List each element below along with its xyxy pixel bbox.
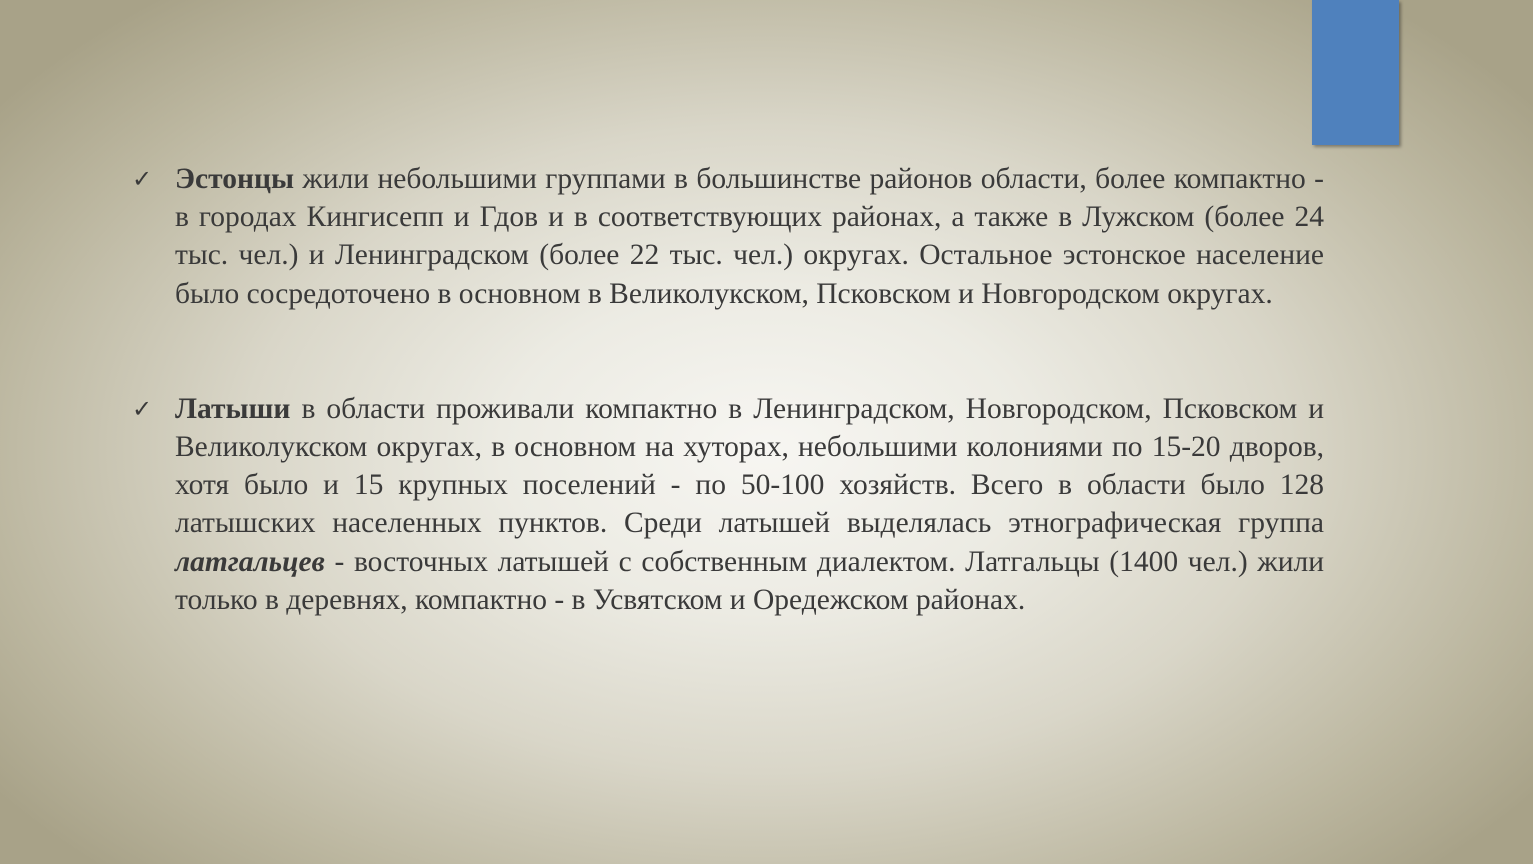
bullet-text: в области проживали компактно в Ленинградском, Новгородском, Псковском и Великолукском округах, в основном на хуторах, небольшими колониями по 15-20 дворов, хотя было и 15 крупных поселений - по 50-100 хозяйств. Всего в области было 128 латышских населенных пунктов. Среди латышей выделялась этнографическая группа: [175, 392, 1324, 540]
checkmark-icon: ✓: [132, 165, 153, 193]
bullet-estonians: [132, 160, 1324, 313]
checkmark-icon: ✓: [132, 394, 153, 423]
bullet-latvians: [132, 390, 1324, 619]
accent-block: [1312, 0, 1399, 145]
term-latgalians: латгальцев: [175, 545, 325, 578]
bullet-text: жили небольшими группами в большинстве районов области, более компактно - в городах Кингисепп и Гдов и в соответствующих районах, а также в Лужском (более 24 тыс. чел.) и Ленинградском (более 22 тыс. чел.) округах. Остальное эстонское население было сосредоточено в основном в Великолукском, Псковском и Новгородском округах.: [175, 163, 1324, 310]
slide-content: [132, 160, 1324, 619]
bullet-text: - восточных латышей с собственным диалектом. Латгальцы (1400 чел.) жили только в деревнях, компактно - в Усвятском и Оредежском районах.: [175, 545, 1324, 616]
term-latvians: Латыши: [175, 392, 291, 425]
term-estonians: Эстонцы: [175, 163, 294, 195]
